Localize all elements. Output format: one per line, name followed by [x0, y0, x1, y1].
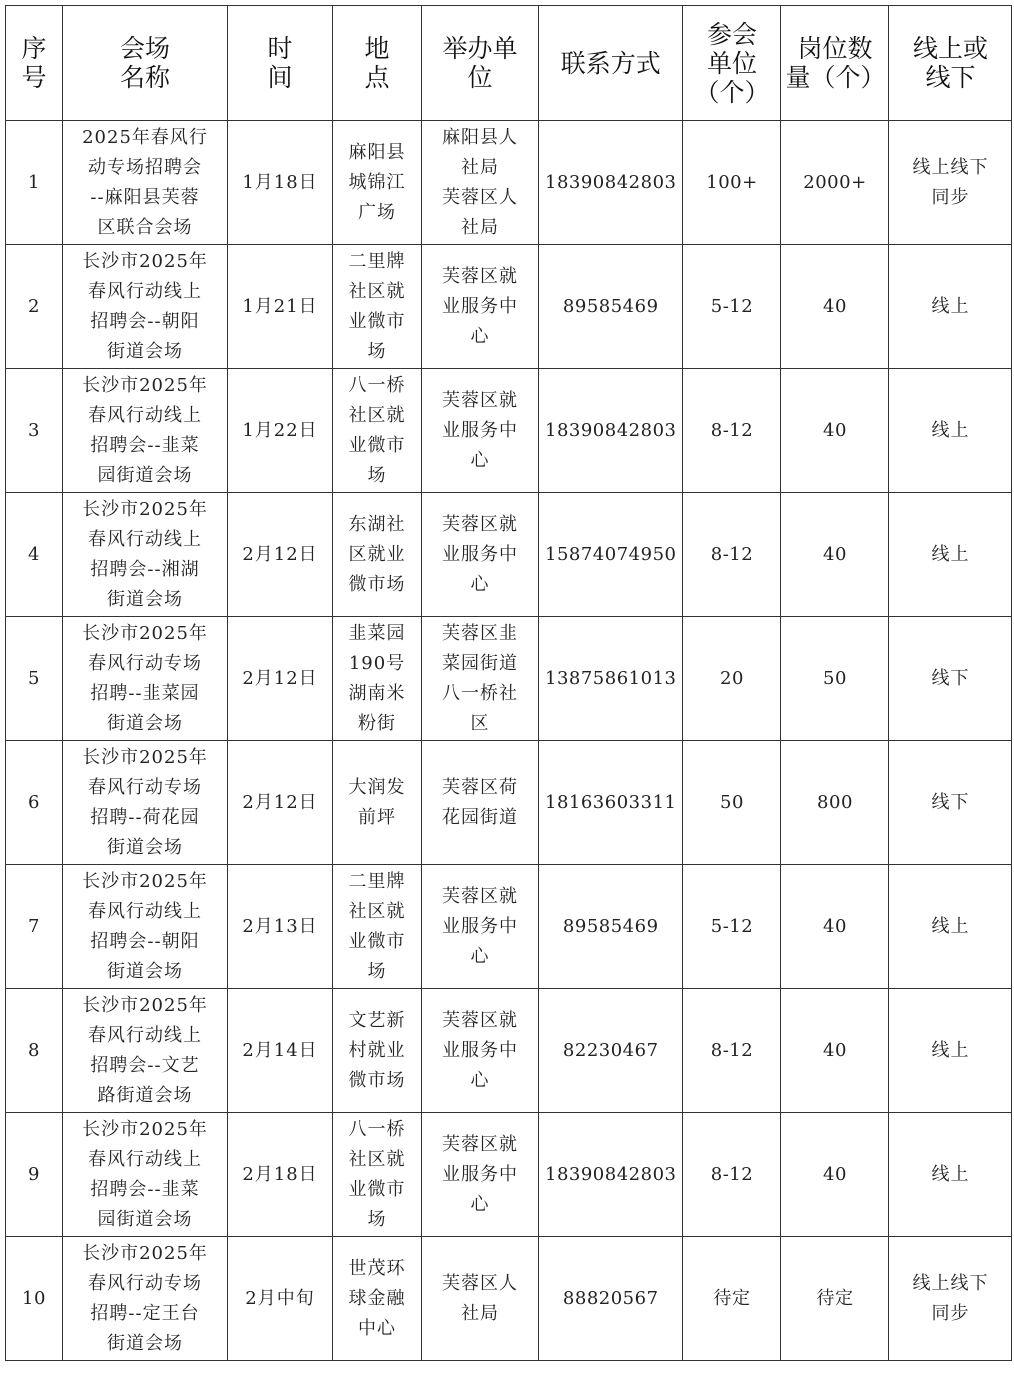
location-cell [333, 493, 422, 617]
serial-number-cell-text: 6 [28, 791, 40, 813]
online-offline-cell-text: 线上 [931, 1163, 970, 1185]
table-row [6, 369, 1012, 493]
participating-companies-cell [683, 1237, 781, 1361]
table-row [6, 741, 1012, 865]
job-positions-cell [781, 741, 889, 865]
serial-number-cell [6, 1237, 63, 1361]
participating-companies-cell-text: 8-12 [710, 543, 754, 565]
serial-number-cell-text: 8 [28, 1039, 40, 1061]
organizer-cell-text: 麻阳县人 社局 芙蓉区人 社局 [442, 126, 518, 238]
online-offline-cell-text: 线下 [931, 667, 970, 689]
venue-name-cell [63, 1113, 228, 1237]
serial-number-cell-text: 1 [28, 171, 40, 193]
job-positions-cell-text: 50 [823, 667, 847, 689]
job-positions-cell-text: 40 [823, 1039, 847, 1061]
contact-phone-cell [539, 617, 683, 741]
job-positions-cell [781, 1113, 889, 1237]
contact-phone-cell [539, 989, 683, 1113]
venue-name-cell [63, 245, 228, 369]
date-cell-text: 1月22日 [242, 419, 318, 441]
date-cell-text: 2月中旬 [245, 1287, 315, 1309]
location-cell [333, 1113, 422, 1237]
header-serial-number: 序 号 [6, 6, 63, 121]
location-cell [333, 121, 422, 245]
job-positions-cell [781, 617, 889, 741]
location-cell [333, 245, 422, 369]
location-cell-text: 世茂环 球金融 中心 [348, 1257, 406, 1339]
participating-companies-cell-text: 待定 [713, 1287, 751, 1309]
organizer-cell [422, 369, 539, 493]
table-row [6, 617, 1012, 741]
online-offline-cell-text: 线上线下 同步 [912, 156, 989, 208]
table-body [6, 121, 1012, 1361]
table-row [6, 989, 1012, 1113]
venue-name-cell-text: 长沙市2025年 春风行动线上 招聘会--文艺 路街道会场 [82, 994, 208, 1106]
organizer-cell-text: 芙蓉区就 业服务中 心 [442, 1133, 518, 1215]
venue-name-cell [63, 865, 228, 989]
date-cell [228, 121, 333, 245]
serial-number-cell [6, 369, 63, 493]
venue-name-cell [63, 121, 228, 245]
serial-number-cell-text: 7 [28, 915, 40, 937]
header-contact: 联系方式 [539, 6, 683, 121]
organizer-cell-text: 芙蓉区就 业服务中 心 [442, 1009, 518, 1091]
contact-phone-cell [539, 369, 683, 493]
organizer-cell [422, 989, 539, 1113]
date-cell-text: 2月18日 [242, 1163, 318, 1185]
venue-name-cell [63, 989, 228, 1113]
location-cell-text: 二里牌 社区就 业微市 场 [348, 870, 406, 982]
serial-number-cell-text: 2 [28, 295, 40, 317]
venue-name-cell-text: 长沙市2025年 春风行动线上 招聘会--韭菜 园街道会场 [82, 1118, 208, 1230]
venue-name-cell-text: 长沙市2025年 春风行动线上 招聘会--朝阳 街道会场 [82, 870, 208, 982]
participating-companies-cell [683, 245, 781, 369]
participating-companies-cell [683, 617, 781, 741]
job-positions-cell-text: 40 [823, 1163, 847, 1185]
venue-name-cell [63, 369, 228, 493]
serial-number-cell [6, 741, 63, 865]
venue-name-cell-text: 2025年春风行 动专场招聘会 --麻阳县芙蓉 区联合会场 [82, 126, 208, 238]
date-cell [228, 617, 333, 741]
online-offline-cell [889, 617, 1012, 741]
online-offline-cell-text: 线下 [931, 791, 970, 813]
header-online-offline: 线上或 线下 [889, 6, 1012, 121]
online-offline-cell [889, 865, 1012, 989]
table-row [6, 121, 1012, 245]
online-offline-cell-text: 线上 [931, 295, 970, 317]
organizer-cell [422, 121, 539, 245]
participating-companies-cell [683, 1113, 781, 1237]
venue-name-cell [63, 1237, 228, 1361]
contact-phone-cell-text: 18390842803 [545, 419, 677, 441]
organizer-cell-text: 芙蓉区就 业服务中 心 [442, 265, 518, 347]
table-header [6, 6, 1012, 121]
participating-companies-cell-text: 8-12 [710, 419, 754, 441]
venue-name-cell-text: 长沙市2025年 春风行动线上 招聘会--朝阳 街道会场 [82, 250, 208, 362]
online-offline-cell-text: 线上 [931, 543, 970, 565]
date-cell-text: 2月12日 [242, 667, 318, 689]
participating-companies-cell-text: 5-12 [710, 915, 754, 937]
date-cell-text: 2月12日 [242, 791, 318, 813]
header-location: 地 点 [333, 6, 422, 121]
online-offline-cell-text: 线上线下 同步 [912, 1272, 989, 1324]
location-cell-text: 韭菜园 190号 湖南米 粉街 [348, 622, 406, 734]
serial-number-cell [6, 617, 63, 741]
date-cell [228, 1237, 333, 1361]
contact-phone-cell-text: 82230467 [562, 1039, 659, 1061]
online-offline-cell-text: 线上 [931, 915, 970, 937]
job-positions-cell [781, 493, 889, 617]
table-row [6, 1113, 1012, 1237]
serial-number-cell [6, 121, 63, 245]
header-row [6, 6, 1012, 121]
serial-number-cell [6, 989, 63, 1113]
serial-number-cell-text: 9 [28, 1163, 40, 1185]
header-participating-companies: 参会 单位 （个） [683, 6, 781, 121]
online-offline-cell [889, 741, 1012, 865]
date-cell [228, 245, 333, 369]
date-cell-text: 2月12日 [242, 543, 318, 565]
venue-name-cell [63, 617, 228, 741]
contact-phone-cell-text: 88820567 [562, 1287, 659, 1309]
contact-phone-cell [539, 1237, 683, 1361]
online-offline-cell [889, 989, 1012, 1113]
location-cell-text: 麻阳县 城锦江 广场 [348, 141, 406, 223]
contact-phone-cell [539, 121, 683, 245]
venue-name-cell-text: 长沙市2025年 春风行动线上 招聘会--韭菜 园街道会场 [82, 374, 208, 486]
online-offline-cell [889, 245, 1012, 369]
serial-number-cell [6, 1113, 63, 1237]
location-cell-text: 二里牌 社区就 业微市 场 [348, 250, 406, 362]
location-cell [333, 865, 422, 989]
location-cell-text: 八一桥 社区就 业微市 场 [348, 374, 406, 486]
participating-companies-cell [683, 493, 781, 617]
location-cell [333, 741, 422, 865]
table-row [6, 1237, 1012, 1361]
table-row [6, 245, 1012, 369]
job-positions-cell [781, 865, 889, 989]
job-positions-cell-text: 40 [823, 419, 847, 441]
header-venue-name: 会场 名称 [63, 6, 228, 121]
organizer-cell-text: 芙蓉区人 社局 [442, 1272, 518, 1324]
participating-companies-cell-text: 100+ [706, 171, 758, 193]
serial-number-cell-text: 3 [28, 419, 40, 441]
date-cell [228, 989, 333, 1113]
online-offline-cell-text: 线上 [931, 419, 970, 441]
date-cell-text: 1月18日 [242, 171, 318, 193]
location-cell [333, 369, 422, 493]
location-cell [333, 617, 422, 741]
participating-companies-cell-text: 8-12 [710, 1163, 754, 1185]
header-date: 时 间 [228, 6, 333, 121]
organizer-cell-text: 芙蓉区荷 花园街道 [442, 776, 518, 828]
location-cell-text: 文艺新 村就业 微市场 [348, 1009, 406, 1091]
job-positions-cell [781, 121, 889, 245]
online-offline-cell [889, 121, 1012, 245]
organizer-cell-text: 芙蓉区韭 菜园街道 八一桥社 区 [442, 622, 518, 734]
date-cell-text: 2月14日 [242, 1039, 318, 1061]
venue-name-cell-text: 长沙市2025年 春风行动专场 招聘--韭菜园 街道会场 [82, 622, 208, 734]
venue-name-cell-text: 长沙市2025年 春风行动专场 招聘--定王台 街道会场 [82, 1242, 208, 1354]
organizer-cell-text: 芙蓉区就 业服务中 心 [442, 885, 518, 967]
date-cell [228, 1113, 333, 1237]
organizer-cell [422, 245, 539, 369]
contact-phone-cell-text: 18390842803 [545, 1163, 677, 1185]
header-organizer: 举办单 位 [422, 6, 539, 121]
organizer-cell [422, 741, 539, 865]
participating-companies-cell-text: 20 [720, 667, 744, 689]
organizer-cell [422, 493, 539, 617]
job-positions-cell [781, 245, 889, 369]
participating-companies-cell-text: 8-12 [710, 1039, 754, 1061]
venue-name-cell [63, 741, 228, 865]
job-positions-cell [781, 1237, 889, 1361]
organizer-cell-text: 芙蓉区就 业服务中 心 [442, 513, 518, 595]
organizer-cell [422, 865, 539, 989]
contact-phone-cell-text: 15874074950 [545, 543, 677, 565]
contact-phone-cell-text: 89585469 [562, 295, 659, 317]
date-cell-text: 1月21日 [242, 295, 318, 317]
organizer-cell-text: 芙蓉区就 业服务中 心 [442, 389, 518, 471]
table-row [6, 493, 1012, 617]
contact-phone-cell-text: 18163603311 [545, 791, 677, 813]
online-offline-cell [889, 493, 1012, 617]
contact-phone-cell [539, 741, 683, 865]
date-cell-text: 2月13日 [242, 915, 318, 937]
location-cell-text: 大润发 前坪 [348, 776, 406, 828]
contact-phone-cell [539, 865, 683, 989]
contact-phone-cell-text: 18390842803 [545, 171, 677, 193]
serial-number-cell [6, 493, 63, 617]
participating-companies-cell [683, 741, 781, 865]
venue-name-cell [63, 493, 228, 617]
job-positions-cell-text: 800 [817, 791, 853, 813]
organizer-cell [422, 1113, 539, 1237]
job-positions-cell-text: 待定 [816, 1287, 854, 1309]
job-positions-cell [781, 369, 889, 493]
date-cell [228, 369, 333, 493]
organizer-cell [422, 1237, 539, 1361]
location-cell-text: 东湖社 区就业 微市场 [348, 513, 406, 595]
venue-name-cell-text: 长沙市2025年 春风行动线上 招聘会--湘湖 街道会场 [82, 498, 208, 610]
online-offline-cell [889, 369, 1012, 493]
location-cell [333, 989, 422, 1113]
organizer-cell [422, 617, 539, 741]
contact-phone-cell [539, 245, 683, 369]
serial-number-cell [6, 865, 63, 989]
participating-companies-cell [683, 369, 781, 493]
job-fair-table [5, 5, 1012, 1361]
date-cell [228, 865, 333, 989]
location-cell [333, 1237, 422, 1361]
contact-phone-cell-text: 13875861013 [545, 667, 677, 689]
participating-companies-cell [683, 989, 781, 1113]
job-positions-cell-text: 2000+ [803, 171, 867, 193]
online-offline-cell-text: 线上 [931, 1039, 970, 1061]
online-offline-cell [889, 1237, 1012, 1361]
header-job-positions: 岗位数 量（个） [781, 6, 889, 121]
participating-companies-cell [683, 121, 781, 245]
job-positions-cell [781, 989, 889, 1113]
job-positions-cell-text: 40 [823, 295, 847, 317]
serial-number-cell-text: 4 [28, 543, 40, 565]
job-positions-cell-text: 40 [823, 543, 847, 565]
serial-number-cell-text: 5 [28, 667, 40, 689]
table-row [6, 865, 1012, 989]
contact-phone-cell [539, 1113, 683, 1237]
location-cell-text: 八一桥 社区就 业微市 场 [348, 1118, 406, 1230]
job-positions-cell-text: 40 [823, 915, 847, 937]
contact-phone-cell-text: 89585469 [562, 915, 659, 937]
date-cell [228, 493, 333, 617]
online-offline-cell [889, 1113, 1012, 1237]
serial-number-cell [6, 245, 63, 369]
date-cell [228, 741, 333, 865]
serial-number-cell-text: 10 [22, 1287, 46, 1309]
participating-companies-cell-text: 50 [720, 791, 744, 813]
participating-companies-cell [683, 865, 781, 989]
participating-companies-cell-text: 5-12 [710, 295, 754, 317]
contact-phone-cell [539, 493, 683, 617]
venue-name-cell-text: 长沙市2025年 春风行动专场 招聘--荷花园 街道会场 [82, 746, 208, 858]
